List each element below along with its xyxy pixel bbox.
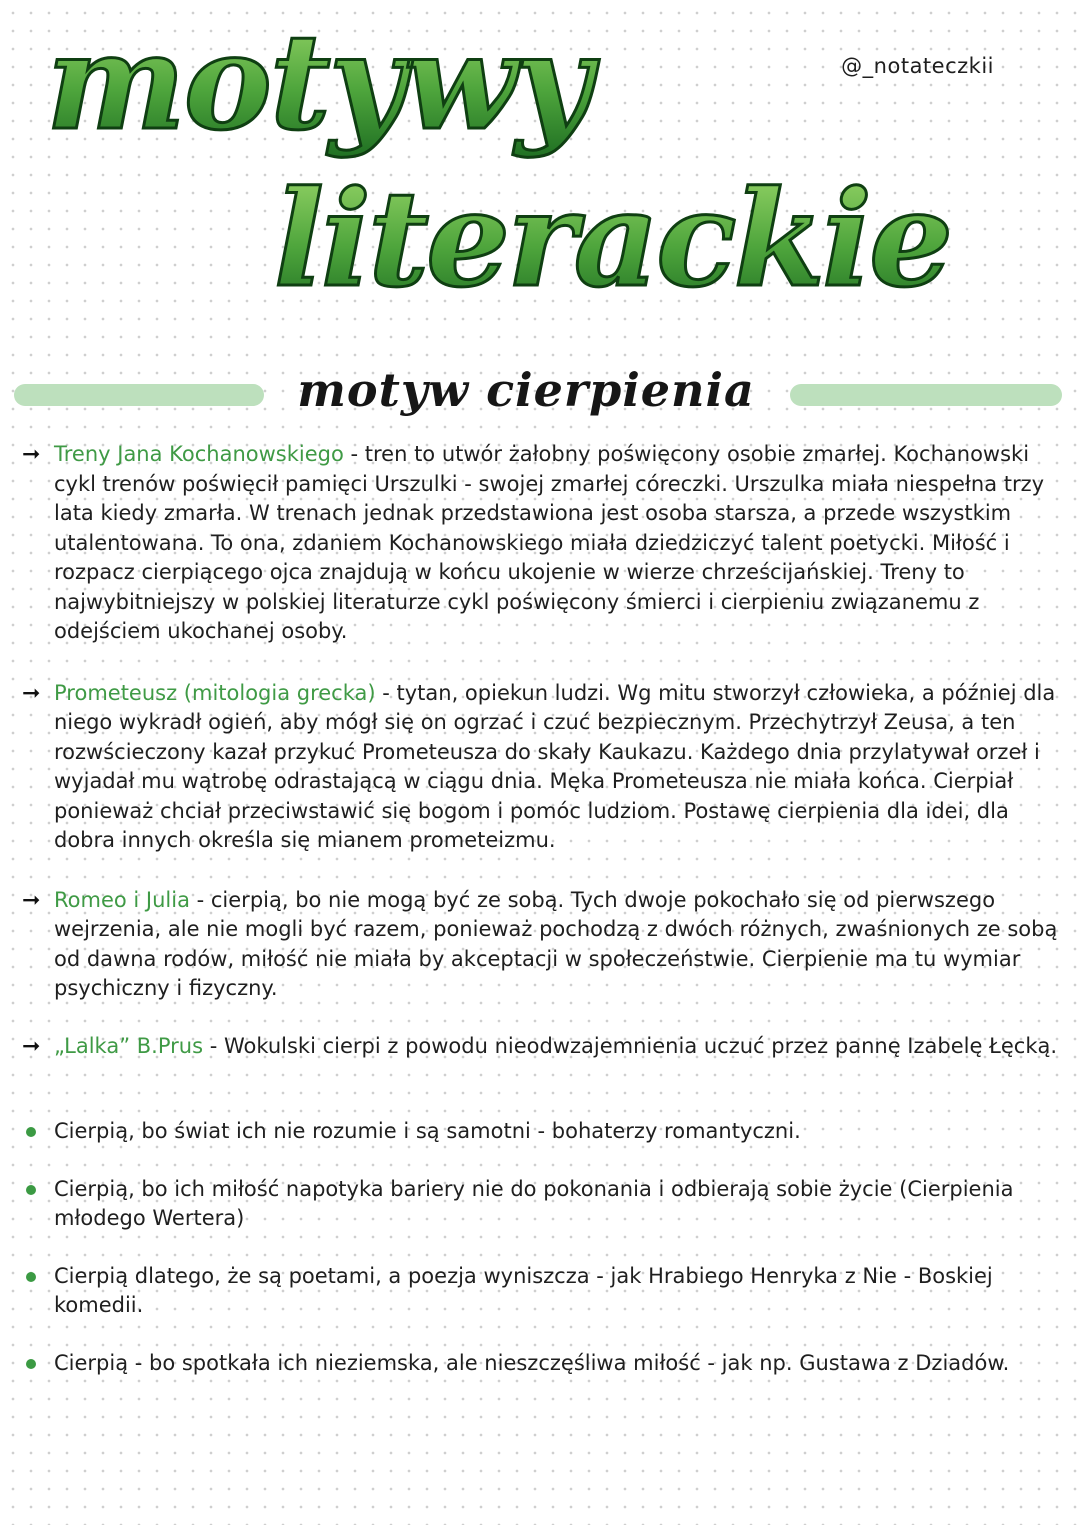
bullet-list	[22, 1117, 1062, 1378]
bullet-item	[22, 1262, 1062, 1321]
entry-text: - tytan, opiekun ludzi. Wg mitu stworzył człowieka, a później dla niego wykradł ogień, aby mógł się on ogrzać i czuć bezpiecznym. Przechytrzył Zeusa, a ten rozwścieczony kazał przykuć Prometeusza do skały Kaukazu. Każdego dnia przylatywał orzeł i wyjadał mu wątrobę odrastającą w ciągu dnia. Męka Prometeusza nie miała końca. Cierpiał ponieważ chciał przeciwstawić się bogom i pomóc ludziom. Postawę cierpienia dla idei, dla dobra innych określa się mianem prometeizmu.	[54, 680, 1056, 852]
entry-text: - Wokulski cierpi z powodu nieodwzajemnienia uczuć przez pannę Izabelę Łęcką.	[203, 1033, 1058, 1058]
header-bar-left	[14, 384, 264, 406]
title-line-2: literackie	[273, 162, 951, 317]
arrow-right-icon: ➞	[22, 887, 41, 913]
entry-lalka	[22, 1032, 1062, 1062]
arrow-right-icon: ➞	[22, 442, 41, 467]
page-title	[0, 0, 1080, 340]
entry-term: Prometeusz (mitologia grecka)	[54, 680, 376, 705]
section-heading: motyw cierpienia	[297, 363, 755, 417]
bullet-text: Cierpią - bo spotkała ich nieziemska, ale nieszczęśliwa miłość - jak np. Gustawa z Dziadów.	[54, 1350, 1010, 1375]
green-dot-icon	[26, 1185, 36, 1195]
entry-text: - tren to utwór żałobny poświęcony osobie zmarłej. Kochanowski cykl trenów poświęcił pamięci Urszulki - swojej zmarłej córeczki. Urszulka miała niespełna trzy lata kiedy zmarła. W trenach jednak przedstawiona jest osoba starsza, a przede wszystkim utalentowana. To ona, zdaniem Kochanowskiego miała dziedziczyć talent poetycki. Miłość i rozpacz cierpiącego ojca znajdują w końcu ukojenie w wierze chrześcijańskiej. Treny to najwybitniejszy w polskiej literaturze cykl poświęcony śmierci i cierpieniu związanemu z odejściem ukochanej osoby.	[54, 442, 1045, 643]
bullet-text: Cierpią, bo ich miłość napotyka bariery nie do pokonania i odbierają sobie życie (Cierpienia młodego Wertera)	[54, 1176, 1014, 1230]
entry-term: Treny Jana Kochanowskiego	[54, 442, 344, 466]
bullet-item	[22, 1349, 1062, 1379]
bullet-text: Cierpią dlatego, że są poetami, a poezja wyniszcza - jak Hrabiego Henryka z Nie - Boskiej komedii.	[54, 1263, 993, 1317]
green-dot-icon	[26, 1127, 36, 1137]
bullet-item	[22, 1117, 1062, 1147]
bullet-item	[22, 1175, 1062, 1234]
green-dot-icon	[26, 1272, 36, 1282]
entry-treny	[22, 440, 1062, 647]
entry-text: - cierpią, bo nie mogą być ze sobą. Tych dwoje pokochało się od pierwszego wejrzenia, ale nie mogli być razem, ponieważ pochodzą z dwóch różnych, zwaśnionych ze sobą od dawna rodów, miłość nie miała by akceptacji w społeczeństwie. Cierpienie ma tu wymiar psychiczny i fizyczny.	[54, 887, 1058, 1000]
entry-term: „Lalka” B.Prus	[54, 1033, 204, 1058]
arrow-right-icon: ➞	[22, 680, 41, 706]
header-bar-right	[790, 384, 1062, 406]
notes-content	[22, 440, 1062, 1406]
section-header	[14, 362, 1062, 426]
entry-term: Romeo i Julia	[54, 887, 190, 912]
author-handle: @_notateczkii	[841, 54, 994, 78]
title-lettering	[0, 0, 1080, 340]
title-line-1: motywy	[46, 5, 590, 160]
bullet-text: Cierpią, bo świat ich nie rozumie i są samotni - bohaterzy romantyczni.	[54, 1119, 801, 1143]
green-dot-icon	[26, 1359, 36, 1369]
arrow-right-icon: ➞	[22, 1033, 41, 1059]
entry-romeo-i-julia	[22, 886, 1062, 1004]
entry-prometeusz	[22, 679, 1062, 856]
